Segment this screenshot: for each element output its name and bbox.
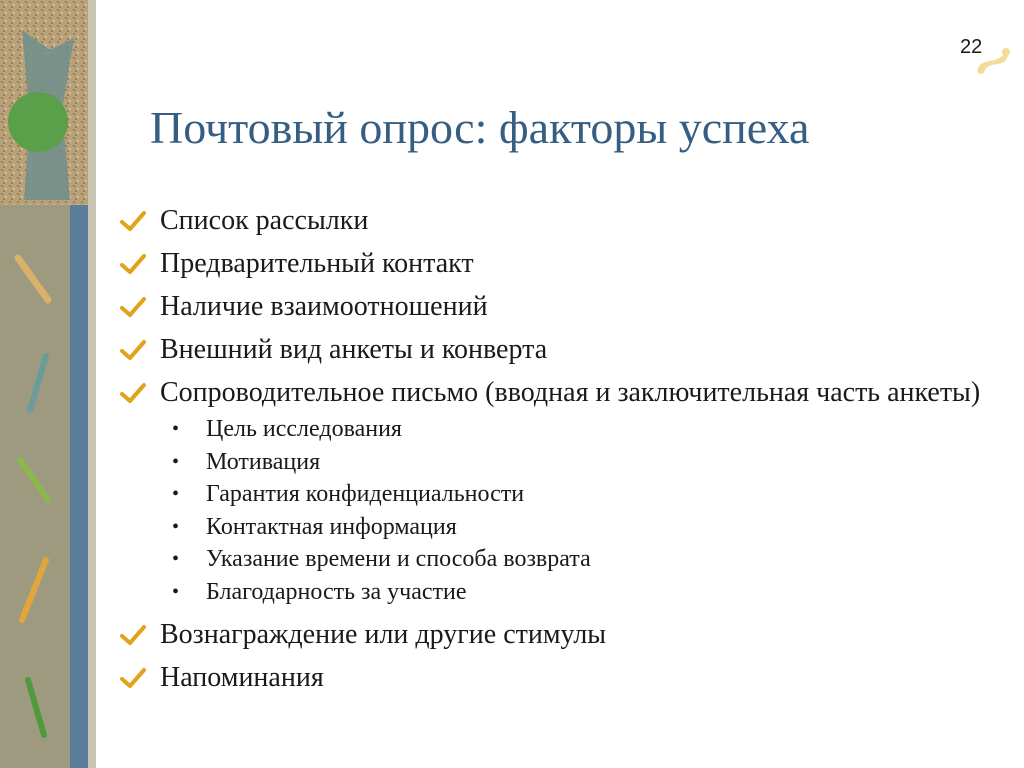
left-decoration [0,0,96,768]
sub-list-item [160,413,1000,446]
bullet-list [120,205,1000,694]
bullet-dot-icon: • [172,450,180,473]
sub-list-item-text: Контактная информация [206,513,457,540]
sub-list-item [160,576,1000,609]
list-item-text: Сопроводительное письмо (вводная и заключительная часть анкеты) [160,377,981,408]
sub-list-item-text: Указание времени и способа возврата [206,546,591,572]
list-item [120,248,1000,280]
ornament-icon [974,40,1014,80]
bullet-dot-icon: • [172,418,180,440]
sub-list-item-text: Гарантия конфиденциальности [206,481,525,507]
list-item-text: Предварительный контакт [160,248,474,279]
sub-list-item [160,511,1000,544]
list-item-text: Вознаграждение или другие стимулы [160,619,607,650]
sub-list-item-text: Цель исследования [206,416,402,442]
check-icon [120,210,146,232]
bullet-dot-icon: • [172,548,180,570]
check-icon [120,382,146,404]
list-item [120,619,1000,651]
bullet-dot-icon: • [172,483,180,505]
check-icon [120,339,146,361]
list-item-text: Наличие взаимоотношений [160,291,488,322]
list-item-text: Внешний вид анкеты и конверта [160,334,548,365]
list-item [120,377,1000,608]
slide-title: Почтовый опрос: факторы успеха [150,102,810,153]
list-item-text: Список рассылки [160,205,369,236]
bullet-dot-icon: • [172,515,180,538]
bullet-dot-icon: • [172,580,180,603]
sub-list-item-text: Мотивация [206,448,321,475]
list-item-text: Напоминания [160,662,324,693]
check-icon [120,253,146,275]
list-item [120,334,1000,366]
slide-number: 22 [960,36,983,58]
check-icon [120,296,146,318]
list-item [120,205,1000,237]
list-item [120,662,1000,694]
list-item [120,291,1000,323]
sub-list-item-text: Благодарность за участие [206,578,467,605]
sub-list-item [160,543,1000,576]
check-icon [120,624,146,646]
sub-list-item [160,446,1000,479]
bullet-content [120,205,1000,705]
sub-list-item [160,478,1000,511]
check-icon [120,667,146,689]
sub-bullet-list [160,413,1000,608]
